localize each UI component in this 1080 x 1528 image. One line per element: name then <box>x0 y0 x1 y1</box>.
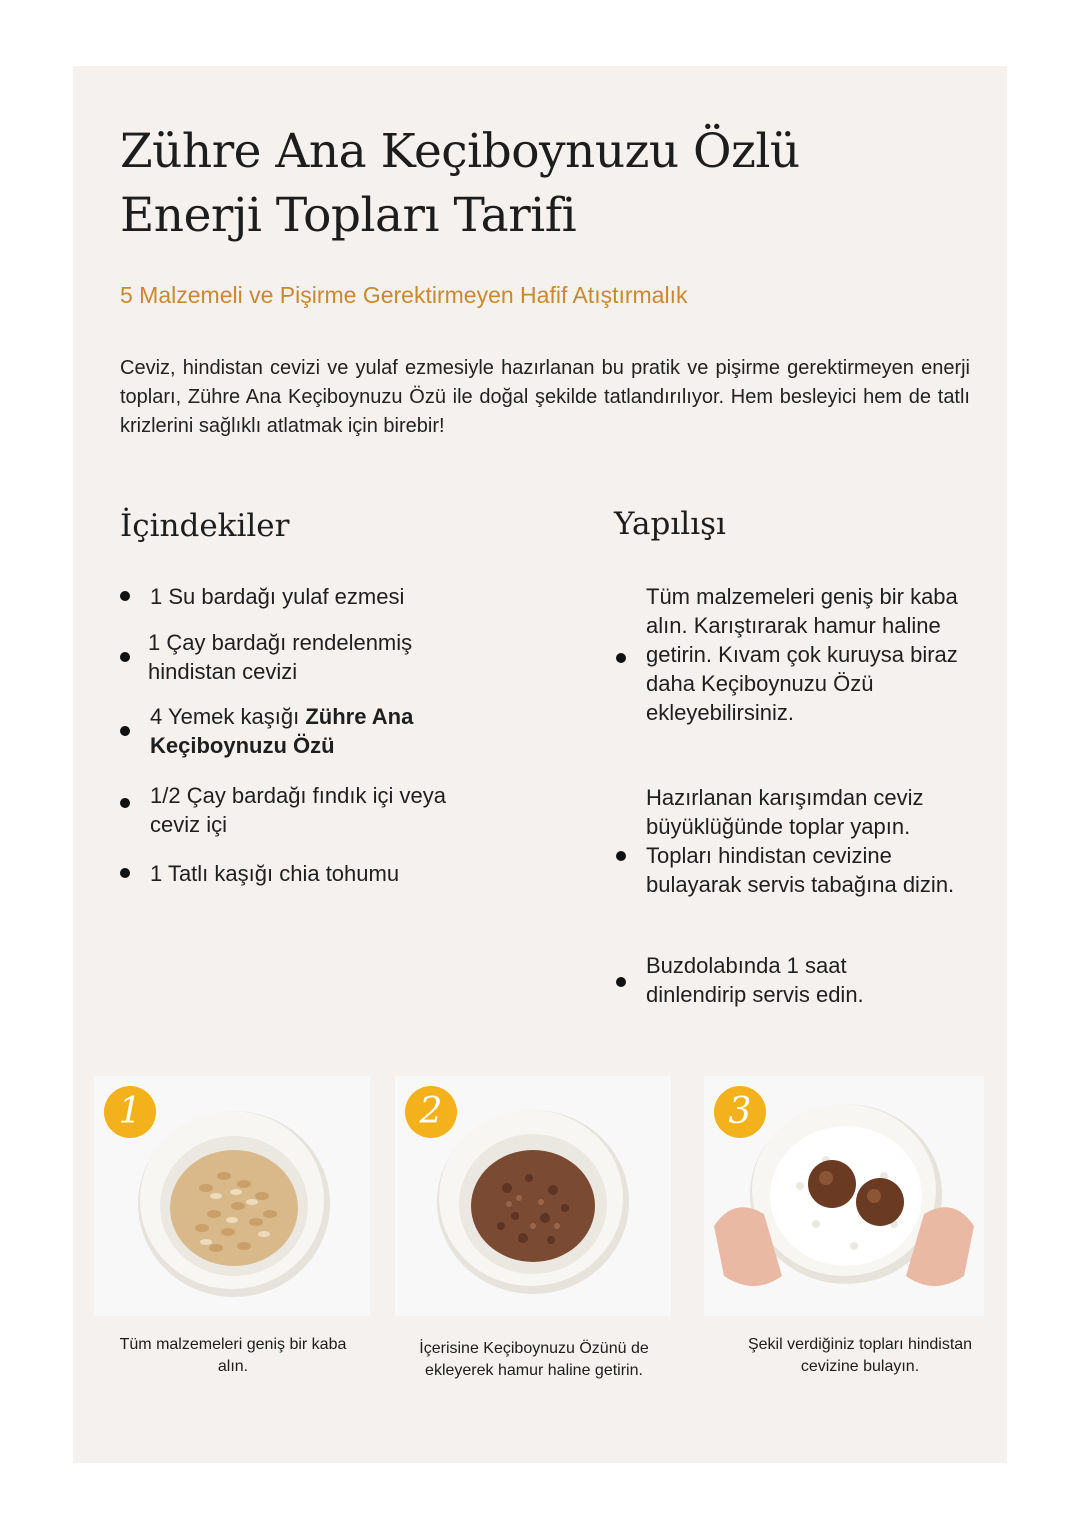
bullet-icon <box>616 977 626 987</box>
photo-caption: Şekil verdiğiniz topları hindistan cevizine bulayın. <box>747 1336 973 1375</box>
step-item: Tüm malzemeleri geniş bir kaba alın. Karıştırarak hamur haline getirin. Kıvam çok kuruysa biraz daha Keçiboynuzu Özü ekleyebilirsiniz. <box>646 584 958 725</box>
step-number-badge: 2 <box>405 1086 457 1138</box>
bullet-icon <box>120 652 130 662</box>
intro-paragraph: Ceviz, hindistan cevizi ve yulaf ezmesiyle hazırlanan bu pratik ve pişirme gerektirmeyen enerji topları, Zühre Ana Keçiboynuzu Özü ile doğal şekilde tatlandırılıyor. Hem besleyici hem de tatlı krizlerini sağlıklı atlatmak için birebir! <box>120 357 970 437</box>
steps-heading: Yapılışı <box>614 506 726 542</box>
ingredient-item: 1 Su bardağı yulaf ezmesi <box>150 584 405 609</box>
bullet-icon <box>120 726 130 736</box>
page-subtitle: 5 Malzemeli ve Pişirme Gerektirmeyen Hafif Atıştırmalık <box>120 282 688 308</box>
step-photo-balls <box>704 1076 984 1316</box>
bullet-icon <box>616 851 626 861</box>
step-item: Buzdolabında 1 saat dinlendirip servis edin. <box>646 953 864 1007</box>
ingredient-item: 1 Çay bardağı rendelenmiş hindistan cevizi <box>148 630 413 684</box>
ingredient-item <box>150 702 450 760</box>
ingredient-item: 1 Tatlı kaşığı chia tohumu <box>150 861 400 886</box>
ingredient-amount: 4 Yemek kaşığı <box>150 704 306 729</box>
step-item: Hazırlanan karışımdan ceviz büyüklüğünde toplar yapın. Topları hindistan cevizine bulayarak servis tabağına dizin. <box>646 785 955 897</box>
bullet-icon <box>616 653 626 663</box>
bullet-icon <box>120 798 130 808</box>
ingredient-brand: Zühre Ana Keçiboynuzu Özü <box>150 704 414 758</box>
bullet-icon <box>120 591 130 601</box>
ingredients-heading: İçindekiler <box>120 508 290 544</box>
ingredient-item: 1/2 Çay bardağı fındık içi veya ceviz içi <box>150 783 446 837</box>
step-photo-mixture <box>395 1076 671 1316</box>
photo-caption: Tüm malzemeleri geniş bir kaba alın. <box>119 1336 347 1375</box>
photo-caption: İçerisine Keçiboynuzu Özünü de ekleyerek hamur haline getirin. <box>419 1340 649 1379</box>
bullet-icon <box>120 868 130 878</box>
step-photo-oats <box>94 1076 370 1316</box>
step-number-badge: 1 <box>104 1086 156 1138</box>
step-number-badge: 3 <box>714 1086 766 1138</box>
page-title: Zühre Ana Keçiboynuzu Özlü Enerji Topları Tarifi <box>120 124 800 243</box>
